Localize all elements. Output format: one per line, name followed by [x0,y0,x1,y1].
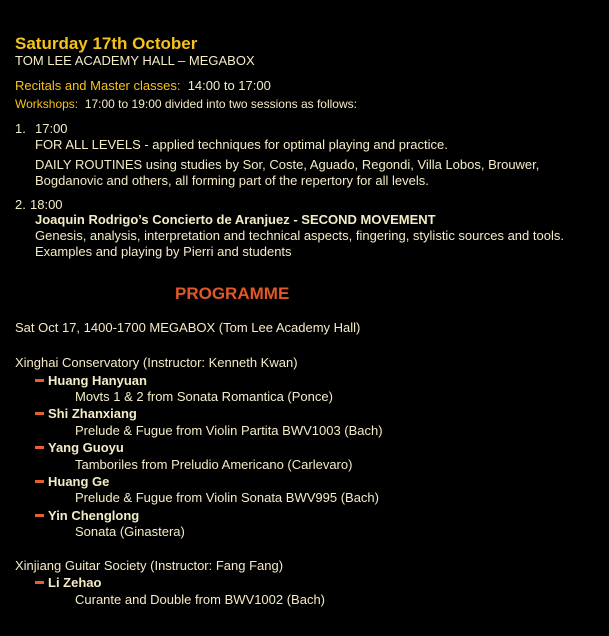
performer-piece: Prelude & Fugue from Violin Partita BWV1003 (Bach) [75,423,383,438]
performer-name: Yin Chenglong [48,508,140,523]
session-2-line2: Examples and playing by Pierri and students [35,244,292,259]
performer [35,406,137,421]
performer [35,440,124,455]
session-2-number: 2. [15,197,26,212]
session-2-line1: Genesis, analysis, interpretation and technical aspects, fingering, stylistic sources and tools. [35,228,564,243]
performer [35,575,101,590]
dash-bullet-icon [35,514,44,517]
session-1-line1: FOR ALL LEVELS - applied techniques for optimal playing and practice. [35,137,448,152]
performer-name: Li Zehao [48,575,102,590]
dash-bullet-icon [35,446,44,449]
performer-name: Yang Guoyu [48,440,124,455]
workshops-text: 17:00 to 19:00 divided into two sessions as follows: [84,97,357,111]
group-name: Xinghai Conservatory (Instructor: Kenneth Kwan) [15,355,298,370]
performer-name: Shi Zhanxiang [48,406,137,421]
session-1-time: 17:00 [35,121,68,136]
session-2-time: 18:00 [30,197,63,212]
dash-bullet-icon [35,379,44,382]
venue-name: TOM LEE ACADEMY HALL – MEGABOX [15,53,255,68]
recitals-line [15,78,271,93]
performer-piece: Prelude & Fugue from Violin Sonata BWV995 (Bach) [75,490,379,505]
session-1-number: 1. [15,121,26,136]
programme-heading: PROGRAMME [175,284,290,303]
performer-piece: Movts 1 & 2 from Sonata Romantica (Ponce) [75,389,333,404]
performer [35,508,139,523]
session-1-line2: DAILY ROUTINES using studies by Sor, Coste, Aguado, Regondi, Villa Lobos, Brouwer, [35,157,540,172]
performer [35,373,147,388]
dash-bullet-icon [35,480,44,483]
dash-bullet-icon [35,412,44,415]
workshops-label: Workshops: [15,97,79,111]
page-title: Saturday 17th October [15,34,198,53]
recitals-label: Recitals and Master classes: [15,78,181,93]
session-1-line3: Bogdanovic and others, all forming part of the repertory for all levels. [35,173,429,188]
programme-event-line: Sat Oct 17, 1400-1700 MEGABOX (Tom Lee Academy Hall) [15,320,361,335]
session-2-heading: Joaquin Rodrigo’s Concierto de Aranjuez - SECOND MOVEMENT [35,212,436,227]
performer-piece: Tamboriles from Preludio Americano (Carlevaro) [75,457,353,472]
workshops-line [15,97,357,111]
performer-piece: Curante and Double from BWV1002 (Bach) [75,592,326,607]
recitals-time: 14:00 to 17:00 [187,78,271,93]
group-name: Xinjiang Guitar Society (Instructor: Fang Fang) [15,558,284,573]
performer-piece: Sonata (Ginastera) [75,524,185,539]
dash-bullet-icon [35,581,44,584]
performer [35,474,109,489]
performer-name: Huang Ge [48,474,110,489]
performer-name: Huang Hanyuan [48,373,147,388]
